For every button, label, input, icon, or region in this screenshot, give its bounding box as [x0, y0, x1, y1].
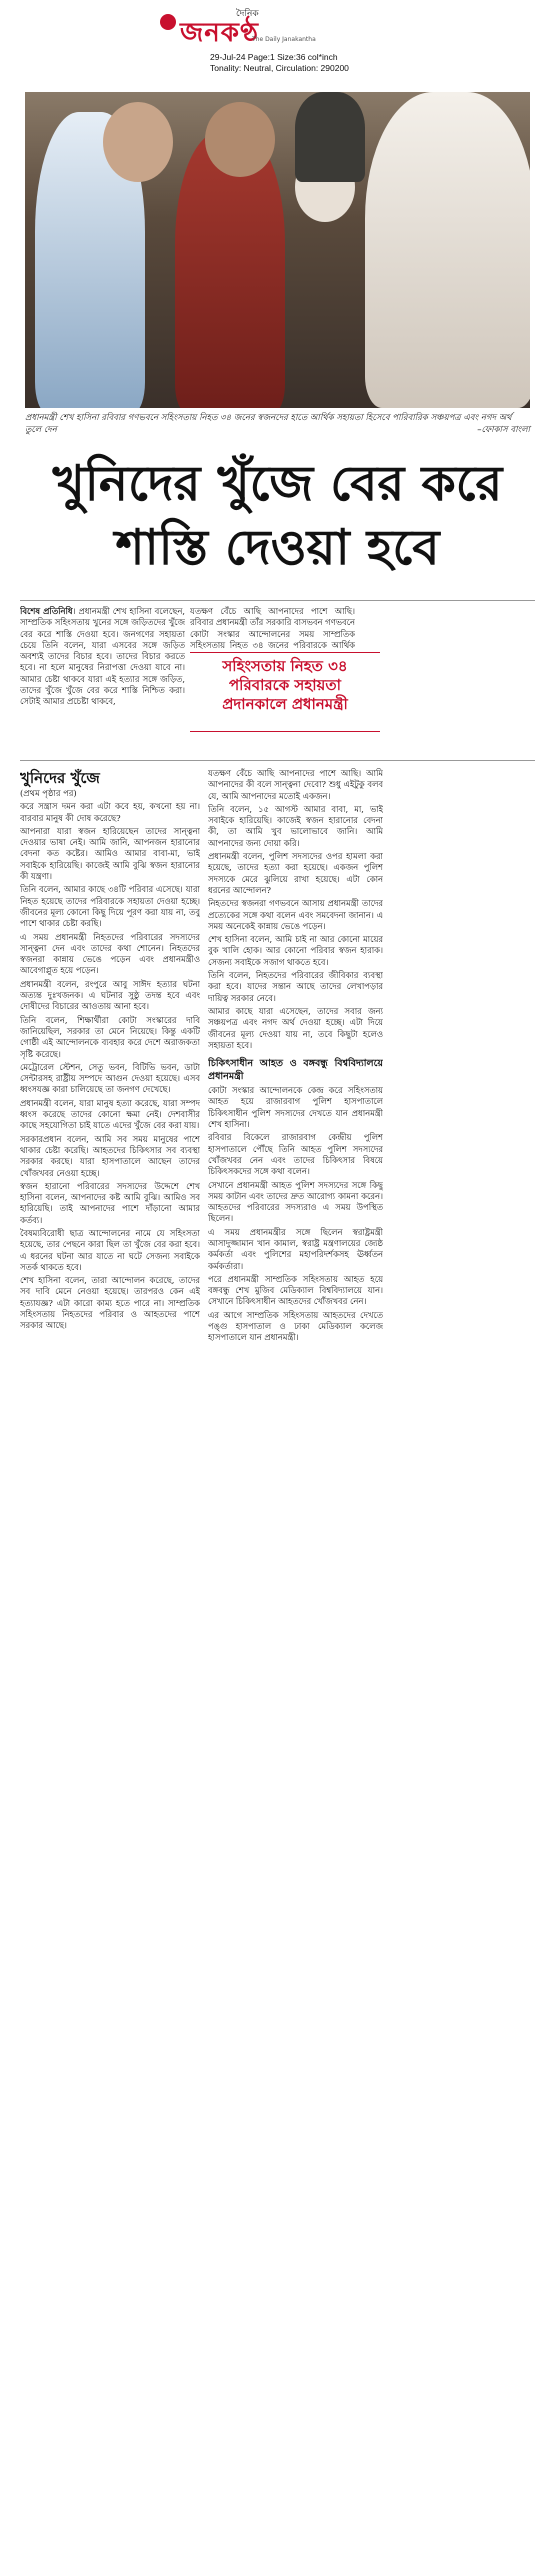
body-mid-para: যতক্ষণ বেঁচে আছি আপনাদের পাশে আছি। আমি আপনাদের কী বলে সান্ত্বনা দেবো? শুধু এইটুকু বলব যে, আমি আপনাদের মতোই একজন। — [208, 768, 383, 801]
photo-caption — [25, 412, 530, 436]
jump-continued-label: (প্রথম পৃষ্ঠার পর) — [20, 788, 77, 798]
body-left-para: প্রধানমন্ত্রী বলেন, যারা মানুষ হত্যা করেছে, যারা সম্পদ ধ্বংস করেছে তাদের কোনো ক্ষমা নেই। দেশবাসীর কাছে সহযোগিতা চাই যাতে এদের খুঁজে বের করা যায়। — [20, 1097, 200, 1131]
clipping-meta-line1: 29-Jul-24 Page:1 Size:36 col*inch — [210, 52, 338, 62]
news-photo — [25, 92, 530, 408]
masthead — [0, 0, 555, 88]
byline: বিশেষ প্রতিনিধি — [20, 606, 73, 616]
body-left-para: প্রধানমন্ত্রী বলেন, রংপুরে আবু সাঈদ হত্যার ঘটনা অত্যন্ত দুঃখজনক। এ ঘটনার সুষ্ঠু তদন্ত হবে এবং দোষীদের বিচারের আওতায় আনা হবে। — [20, 978, 200, 1012]
lead-left-column — [20, 606, 185, 766]
body-left-para: তিনি বলেন, শিক্ষার্থীরা কোটা সংস্কারের দাবি জানিয়েছিল, সরকার তা মেনে নিয়েছে। কিন্তু একটি গোষ্ঠী এই আন্দোলনকে ব্যবহার করে দেশে অরাজকতা সৃষ্টি করেছে। — [20, 1014, 200, 1059]
section2-para: পরে প্রধানমন্ত্রী সাম্প্রতিক সহিংসতায় আহত হয়ে বঙ্গবন্ধু শেখ মুজিব মেডিক্যাল বিশ্ববিদ্যালয়ে যান। সেখানে চিকিৎসাধীন আহতদের খোঁজখবর নেন। — [208, 1273, 383, 1307]
caption-text: প্রধানমন্ত্রী শেখ হাসিনা রবিবার গণভবনে সহিংসতায় নিহত ৩৪ জনের স্বজনদের হাতে আর্থিক সহায়তা হিসেবে পারিবারিক সঞ্চয়পত্র এবং নগদ অর্থ তুলে দেন — [25, 413, 512, 435]
headline-rule — [20, 600, 535, 601]
logo-daily-label: দৈনিক — [236, 9, 259, 19]
body-left-para: সরকারপ্রধান বলেন, আমি সব সময় মানুষের পাশে থাকার চেষ্টা করেছি। আহতদের চিকিৎসার সব ব্যবস্থা সরকার করছে। যারা হাসপাতালে আছেন তাদের খোঁজখবর নেওয়া হচ্ছে। — [20, 1133, 200, 1178]
body-mid-para: প্রধানমন্ত্রী বলেন, পুলিশ সদস্যদের ওপর হামলা করা হয়েছে, তাদের হত্যা করা হয়েছে। একজন পুলিশ সদস্যকে মেরে ঝুলিয়ে রাখা হয়েছে। এটা কোন ধরনের আন্দোলন? — [208, 851, 383, 895]
body-mid-para: তিনি বলেন, নিহতদের পরিবারের জীবিকার ব্যবস্থা করা হবে। যাদের সন্তান আছে তাদের লেখাপড়ার দায়িত্ব সরকার নেবে। — [208, 970, 383, 1003]
sub-headline-line3: প্রদানকালে প্রধানমন্ত্রী — [222, 695, 348, 713]
section2-title: চিকিৎসাধীন আহত ও বঙ্গবন্ধু বিশ্ববিদ্যালয়ে প্রধানমন্ত্রী — [208, 1058, 383, 1083]
section2-para: রবিবার বিকেলে রাজারবাগ কেন্দ্রীয় পুলিশ হাসপাতালে পৌঁছে তিনি আহত পুলিশ সদস্যদের খোঁজখবর নেন এবং তাদের চিকিৎসার বিষয়ে চিকিৎসকদের সঙ্গে কথা বলেন। — [208, 1132, 383, 1177]
logo-name: জনকণ্ঠ — [180, 18, 259, 48]
sub-headline-line1: সহিংসতায় নিহত ৩৪ — [222, 657, 348, 675]
logo-tagline: The Daily Janakantha — [252, 36, 316, 43]
body-left-para: শেখ হাসিনা বলেন, তারা আন্দোলন করেছে, তাদের সব দাবি মেনে নেওয়া হয়েছে। তারপরও কেন এই হত্যাযজ্ঞ? এটা কারো কাম্য হতে পারে না। সাম্প্রতিক সহিংসতায় নিহতদের পরিবার ও আহতদের পাশে সরকার আছে। — [20, 1275, 200, 1331]
body-left-para: তিনি বলেন, আমার কাছে ৩৪টি পরিবার এসেছে। যারা নিহত হয়েছে তাদের পরিবারকে সহায়তা দেওয়া হচ্ছে। জীবনের মূল্য কোনো কিছু দিয়ে পূরণ করা যায় না, তবু পাশে থাকার চেষ্টা করছি। — [20, 884, 200, 929]
body-left-para: এ সময় প্রধানমন্ত্রী নিহতদের পরিবারের সদস্যদের সান্ত্বনা দেন এবং তাদের কথা শোনেন। নিহতদের স্বজনরা কান্নায় ভেঙে পড়েন এবং প্রধানমন্ত্রীও আবেগাপ্লুত হয়ে পড়েন। — [20, 931, 200, 976]
body-mid-para: আমার কাছে যারা এসেছেন, তাদের সবার জন্য সঞ্চয়পত্র এবং নগদ অর্থ দেওয়া হচ্ছে। এটা দিয়ে জীবনের মূল্য দেওয়া যায় না, তবে কিছুটা হলেও সহায়তা হবে। — [208, 1005, 383, 1050]
newspaper-logo — [180, 6, 375, 48]
jump-rule — [20, 760, 535, 761]
body-left-para: বৈষম্যবিরোধী ছাত্র আন্দোলনের নামে যে সহিংসতা হয়েছে, তার পেছনে কারা ছিল তা খুঁজে বের করা হবে। এ ধরনের ঘটনা আর যাতে না ঘটে সেজন্য সবাইকে সতর্ক থাকতে হবে। — [20, 1227, 200, 1272]
body-mid-column — [208, 768, 383, 2548]
sub-headline-line2: পরিবারকে সহায়তা — [229, 676, 341, 694]
body-left-para: স্বজন হারানো পরিবারের সদস্যদের উদ্দেশে শেখ হাসিনা বলেন, আপনাদের কষ্ট আমি বুঝি। আমিও সব হারিয়েছি। তাই আপনাদের পাশে দাঁড়ানো আমার কর্তব্য। — [20, 1180, 200, 1225]
body-left-para: করে সন্ত্রাস দমন করা এটা কবে হয়, কখনো হয় না। বারবার মানুষ কী দোষ করেছে? — [20, 801, 200, 823]
logo-emblem-icon — [160, 14, 176, 30]
body-left-para: মেট্রোরেল স্টেশন, সেতু ভবন, বিটিভি ভবন, ডাটা সেন্টারসহ রাষ্ট্রীয় সম্পদে আগুন দেওয়া হয়েছে। এসব ধ্বংসযজ্ঞ কারা চালিয়েছে তা জনগণ দেখেছে। — [20, 1061, 200, 1095]
jump-title: খুনিদের খুঁজে — [20, 769, 100, 787]
lead-mid-text: যতক্ষণ বেঁচে আছি আপনাদের পাশে আছি। রবিবার প্রধানমন্ত্রী তাঁর সরকারি বাসভবন গণভবনে কোটা সংস্কার আন্দোলনের সময় সাম্প্রতিক সহিংসতায় নিহত ৩৪ জনের পরিবারকে আর্থিক — [190, 606, 355, 650]
clipping-meta — [210, 52, 349, 74]
section2-para: সেখানে প্রধানমন্ত্রী আহত পুলিশ সদস্যদের সঙ্গে কিছু সময় কাটান এবং তাদের দ্রুত আরোগ্য কামনা করেন। আহতদের পরিবারের সদস্যরাও এ সময় উপস্থিত ছিলেন। — [208, 1179, 383, 1224]
section2-para: এ সময় প্রধানমন্ত্রীর সঙ্গে ছিলেন স্বরাষ্ট্রমন্ত্রী আসাদুজ্জামান খান কামাল, স্বরাষ্ট্র মন্ত্রণালয়ের জ্যেষ্ঠ কর্মকর্তা এবং পুলিশের মহাপরিদর্শকসহ ঊর্ধ্বতন কর্মকর্তারা। — [208, 1226, 383, 1271]
body-left-para: আপনারা যারা স্বজন হারিয়েছেন তাদের সান্ত্বনা দেওয়ার ভাষা নেই। আমি জানি, আপনজন হারানোর বেদনা কত কষ্টের। আমিও আমার বাবা-মা, ভাই সবাইকে হারিয়েছি। কাজেই আমি বুঝি স্বজন হারানোর কী যন্ত্রণা। — [20, 825, 200, 882]
clipping-meta-line2: Tonality: Neutral, Circulation: 290200 — [210, 63, 349, 73]
body-mid-para: নিহতদের স্বজনরা গণভবনে আসায় প্রধানমন্ত্রী তাদের প্রত্যেকের সঙ্গে কথা বলেন এবং সমবেদনা জানান। এ সময় অনেকেই কান্নায় ভেঙে পড়েন। — [208, 898, 383, 931]
section2-para: এর আগে সাম্প্রতিক সহিংসতায় আহতদের দেখতে পঙ্গু হাসপাতাল ও ঢাকা মেডিক্যাল কলেজ হাসপাতালে যান প্রধানমন্ত্রী। — [208, 1309, 383, 1343]
body-mid-para: তিনি বলেন, ১৫ আগস্ট আমার বাবা, মা, ভাই সবাইকে হারিয়েছি। কাজেই স্বজন হারানোর বেদনা কী, তা আমি খুব ভালোভাবে জানি। আমি আপনাদের জন্য দোয়া করি। — [208, 803, 383, 848]
headline: খুনিদের খুঁজে বের করে শাস্তি দেওয়া হবে — [52, 455, 503, 576]
body-left-column — [20, 768, 200, 2548]
lead-text: । প্রধানমন্ত্রী শেখ হাসিনা বলেছেন, সাম্প্রতিক সহিংসতায় খুনের সঙ্গে জড়িতদের খুঁজে বের করে শাস্তি দেওয়া হবে। জনগণের সহায়তা চেয়ে তিনি বলেন, যারা এসবের সঙ্গে জড়িত অবশ্যই তাদের বিচার হবে। তাদের বিচার করতে হবে। না হলে মানুষের নিরাপত্তা দেওয়া যাবে না। আমার চেষ্টা থাকবে যারা এই হত্যার সঙ্গে জড়িত, তাদের খুঁজে খুঁজে বের করে শাস্তি নিশ্চিত করা। সেটাই আমার প্রচেষ্টা থাকবে, — [20, 606, 185, 707]
section2-para: কোটা সংস্কার আন্দোলনকে কেন্দ্র করে সহিংসতায় আহত হয়ে রাজারবাগ পুলিশ হাসপাতালে চিকিৎসাধীন পুলিশ সদস্যদের দেখতে যান প্রধানমন্ত্রী শেখ হাসিনা। — [208, 1085, 383, 1130]
photo-credit: –ফোকাস বাংলা — [477, 425, 530, 435]
body-mid-para: শেখ হাসিনা বলেন, আমি চাই না আর কোনো মায়ের বুক খালি হোক। আর কোনো পরিবার স্বজন হারাক। সেজন্য সবাইকে সজাগ থাকতে হবে। — [208, 934, 383, 967]
sub-headline-box — [190, 652, 380, 732]
lead-mid-top — [190, 606, 355, 650]
